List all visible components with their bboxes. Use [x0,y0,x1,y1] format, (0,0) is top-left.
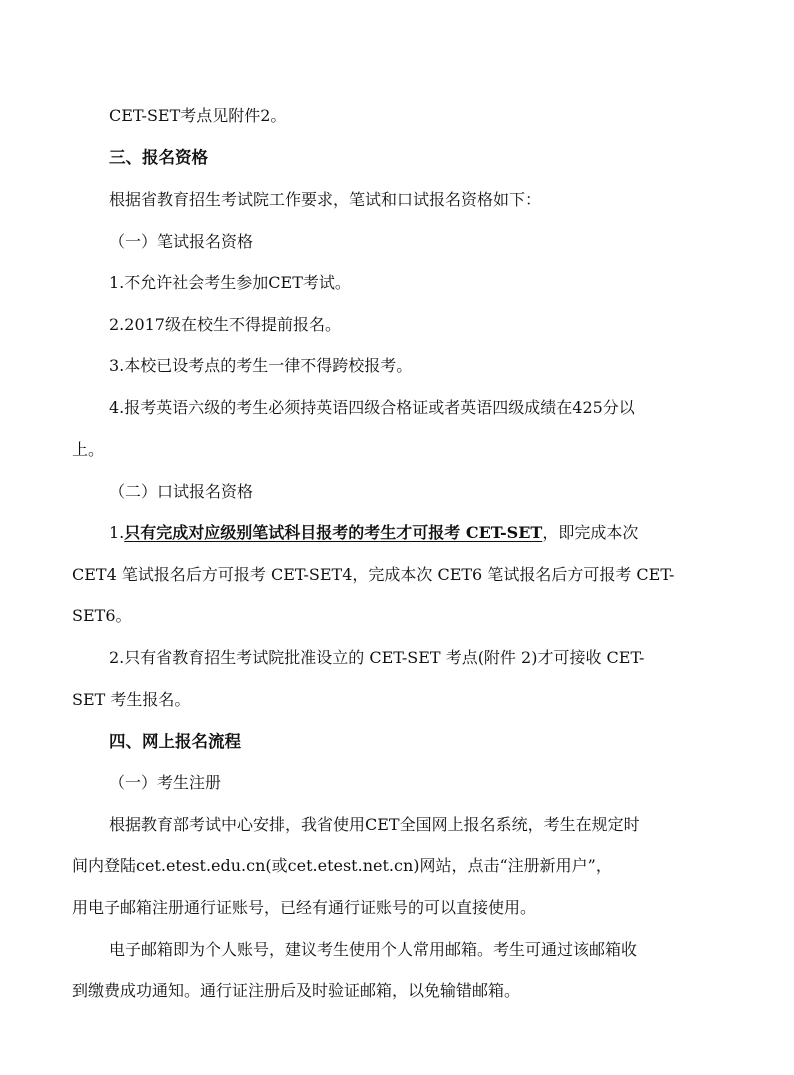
oral-item-2-line-2: SET 考生报名。 [72,690,191,709]
oral-item-1 [0,523,794,543]
registration-para-1-line-3: 用电子邮箱注册通行证账号，已经有通行证账号的可以直接使用。 [72,898,537,917]
eligibility-intro: 根据省教育招生考试院工作要求，笔试和口试报名资格如下： [109,190,542,209]
section-heading-eligibility: 三、报名资格 [109,148,208,167]
written-item-4-continued: 上。 [72,440,105,459]
written-item-3: 3.本校已设考点的考生一律不得跨校报考。 [109,356,413,375]
cet-set-sites-line: CET-SET考点见附件2。 [109,106,287,125]
oral-item-1-emphasis: 只有完成对应级别笔试科目报考的考生才可报考 CET-SET [124,523,543,542]
subheading-registration: （一）考生注册 [109,773,222,792]
oral-item-1-rest: ，即完成本次 [542,523,639,542]
subheading-oral-eligibility: （二）口试报名资格 [109,482,254,501]
registration-para-1-line-2: 间内登陆cet.etest.edu.cn(或cet.etest.net.cn)网站，点击“注册新用户”， [72,856,612,875]
registration-para-1-line-1: 根据教育部考试中心安排，我省使用CET全国网上报名系统，考生在规定时 [109,815,640,834]
section-heading-online-process: 四、网上报名流程 [109,732,241,751]
written-item-4: 4.报考英语六级的考生必须持英语四级合格证或者英语四级成绩在425分以 [109,398,635,417]
oral-item-1-number: 1. [109,523,125,542]
registration-para-2-line-2: 到缴费成功通知。通行证注册后及时验证邮箱，以免输错邮箱。 [72,981,521,1000]
registration-para-2-line-1: 电子邮箱即为个人账号，建议考生使用个人常用邮箱。考生可通过该邮箱收 [109,940,638,959]
subheading-written-eligibility: （一）笔试报名资格 [109,232,254,251]
oral-item-1-line-2: CET4 笔试报名后方可报考 CET-SET4，完成本次 CET6 笔试报名后方可报考 CET- [72,565,675,584]
oral-item-1-line-3: SET6。 [72,606,132,625]
oral-item-2: 2.只有省教育招生考试院批准设立的 CET-SET 考点(附件 2)才可接收 CET- [109,648,645,667]
written-item-1: 1.不允许社会考生参加CET考试。 [109,273,351,292]
written-item-2: 2.2017级在校生不得提前报名。 [109,315,341,334]
